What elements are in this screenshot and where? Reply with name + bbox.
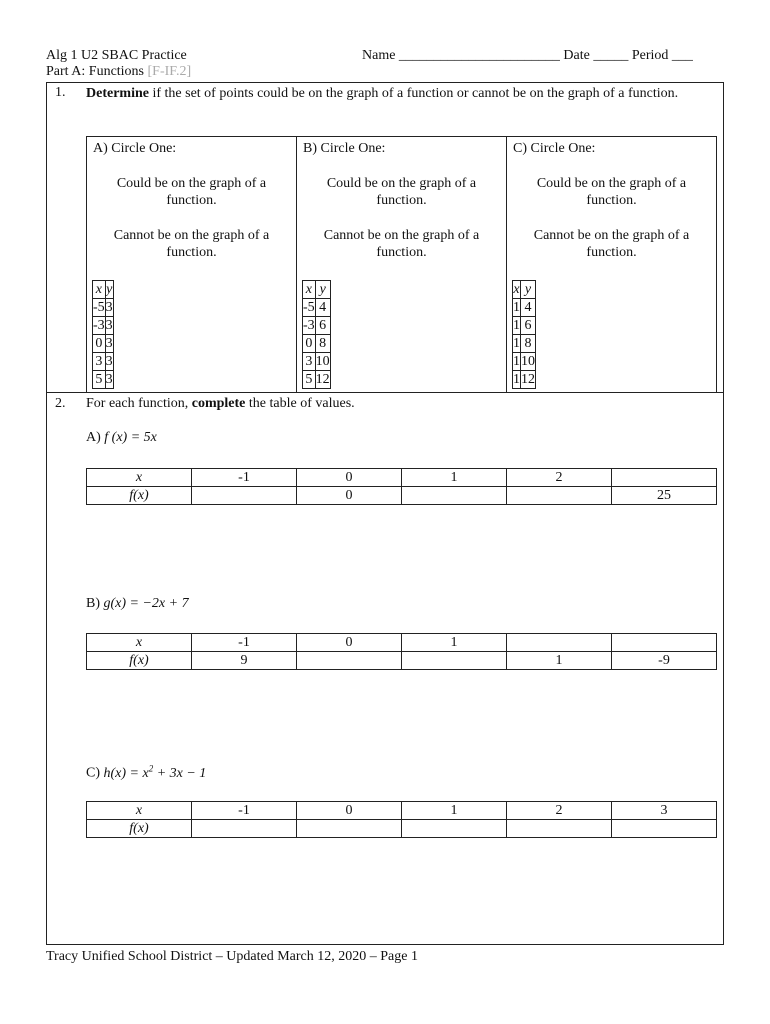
table-header-row — [93, 281, 114, 299]
table-cell: x — [303, 281, 316, 299]
table-row — [513, 335, 536, 353]
table-cell: 1 — [402, 802, 507, 820]
table-cell[interactable] — [507, 487, 612, 505]
table-cell: 1 — [513, 354, 520, 369]
q1-options-grid — [86, 136, 717, 392]
table-row — [87, 634, 717, 652]
circle-one-label: C) Circle One: — [513, 141, 596, 156]
table-cell: -3 — [93, 318, 105, 333]
header-left — [46, 48, 191, 80]
table-cell: 1 — [513, 318, 520, 333]
table-cell: 0 — [93, 335, 106, 353]
table-cell: 4 — [521, 299, 536, 317]
table-row — [303, 335, 331, 353]
table-cell[interactable] — [402, 820, 507, 838]
table-header-row — [513, 281, 536, 299]
table-cell: 1 — [402, 469, 507, 487]
table-cell: 3 — [105, 372, 113, 387]
table-row — [93, 335, 114, 353]
table-row — [87, 652, 717, 670]
table-cell: 2 — [507, 469, 612, 487]
table-cell: x — [87, 469, 192, 487]
table-cell: f(x) — [87, 652, 192, 670]
table-cell[interactable] — [192, 820, 297, 838]
table-cell[interactable] — [507, 634, 612, 652]
table-row — [93, 371, 114, 389]
table-row — [93, 299, 114, 317]
table-cell: 9 — [192, 652, 297, 670]
q1-cell-a — [87, 137, 297, 392]
table-row — [513, 353, 536, 371]
table-cell: 10 — [521, 354, 535, 369]
option-could[interactable]: Could be on the graph of a function. — [326, 176, 477, 208]
option-could[interactable]: Could be on the graph of a function. — [116, 176, 267, 208]
option-could[interactable]: Could be on the graph of a function. — [536, 176, 687, 208]
table-cell: 0 — [297, 634, 402, 652]
table-cell[interactable] — [402, 487, 507, 505]
table-cell: y — [106, 282, 113, 297]
table-row — [87, 820, 717, 838]
table-cell: 4 — [315, 299, 330, 317]
values-table-c — [86, 801, 717, 838]
table-cell: 5 — [93, 371, 106, 389]
table-cell: -1 — [192, 634, 297, 652]
table-cell: y — [521, 281, 536, 299]
part-title: Part A: Functions [F-IF.2] — [46, 64, 192, 79]
table-cell: 10 — [315, 354, 330, 369]
table-cell[interactable] — [297, 652, 402, 670]
table-row — [87, 487, 717, 505]
table-cell: -5 — [93, 300, 105, 315]
table-cell[interactable] — [507, 820, 612, 838]
table-cell: -9 — [612, 652, 717, 670]
table-cell: 3 — [105, 318, 113, 333]
table-cell: 6 — [315, 317, 330, 335]
q2-number: 2. — [55, 396, 66, 411]
page-footer: Tracy Unified School District – Updated March 12, 2020 – Page 1 — [46, 949, 418, 964]
table-row — [513, 371, 536, 389]
function-b-label: B) g(x) = −2x + 7 — [86, 596, 189, 611]
option-cannot[interactable]: Cannot be on the graph of a function. — [533, 228, 690, 260]
q1-cell-b — [297, 137, 507, 392]
table-cell: 5 — [303, 371, 316, 389]
points-table-b — [302, 280, 331, 389]
table-cell: 3 — [93, 353, 106, 371]
option-cannot[interactable]: Cannot be on the graph of a function. — [113, 228, 270, 260]
table-row — [303, 299, 331, 317]
table-row — [303, 317, 331, 335]
table-cell: -3 — [303, 318, 315, 333]
table-cell: 8 — [521, 335, 536, 353]
table-cell: 3 — [303, 353, 316, 371]
table-cell: -5 — [303, 300, 315, 315]
table-row — [303, 353, 331, 371]
table-row — [87, 802, 717, 820]
table-cell: 1 — [513, 372, 520, 387]
table-cell: f(x) — [87, 487, 192, 505]
divider — [46, 392, 724, 393]
table-cell: 0 — [303, 335, 316, 353]
q1-prompt: Determine if the set of points could be on the graph of a function or cannot be on the graph of a function. — [86, 86, 679, 101]
table-cell: 0 — [297, 802, 402, 820]
values-table-a — [86, 468, 717, 505]
course-title: Alg 1 U2 SBAC Practice — [46, 48, 187, 63]
table-cell: 2 — [507, 802, 612, 820]
name-date-period: Name _______________________ Date _____ Period ___ — [362, 48, 693, 63]
table-cell: 1 — [507, 652, 612, 670]
table-cell[interactable] — [402, 652, 507, 670]
table-cell: x — [87, 634, 192, 652]
table-cell: y — [315, 281, 330, 299]
table-cell: 12 — [315, 372, 330, 387]
table-cell[interactable] — [612, 469, 717, 487]
table-header-row — [303, 281, 331, 299]
table-cell: 8 — [315, 335, 330, 353]
table-row — [513, 317, 536, 335]
table-row — [513, 299, 536, 317]
table-cell: 0 — [297, 487, 402, 505]
table-cell: x — [513, 282, 520, 297]
table-cell: 0 — [297, 469, 402, 487]
function-a-label: A) f (x) = 5x — [86, 430, 157, 445]
table-cell: 3 — [612, 802, 717, 820]
table-cell[interactable] — [612, 820, 717, 838]
circle-one-label: A) Circle One: — [93, 141, 177, 156]
table-row — [303, 371, 331, 389]
table-cell: 25 — [612, 487, 717, 505]
table-cell[interactable] — [612, 634, 717, 652]
table-cell: 1 — [402, 634, 507, 652]
circle-one-label: B) Circle One: — [303, 141, 386, 156]
table-cell: 12 — [521, 372, 535, 387]
table-cell[interactable] — [297, 820, 402, 838]
table-cell: -1 — [192, 802, 297, 820]
q1-number: 1. — [55, 85, 66, 100]
table-cell: f(x) — [87, 820, 192, 838]
points-table-c — [512, 280, 536, 389]
option-cannot[interactable]: Cannot be on the graph of a function. — [323, 228, 480, 260]
table-row — [87, 469, 717, 487]
table-cell: 3 — [105, 354, 113, 369]
table-cell: x — [87, 802, 192, 820]
function-c-label: C) $h(x) = x^2 + 3x - 1$ — [86, 763, 207, 781]
table-cell: 3 — [105, 336, 113, 351]
table-cell: -1 — [192, 469, 297, 487]
points-table-a — [92, 280, 114, 389]
standard-code: [F-IF.2] — [147, 64, 192, 79]
table-cell: 1 — [513, 336, 520, 351]
q1-cell-c — [507, 137, 716, 392]
table-cell: x — [93, 281, 106, 299]
table-cell: 3 — [105, 300, 113, 315]
table-cell: 6 — [521, 317, 536, 335]
q2-prompt: For each function, complete the table of values. — [86, 396, 355, 411]
table-cell[interactable] — [192, 487, 297, 505]
table-row — [93, 317, 114, 335]
table-row — [93, 353, 114, 371]
table-cell: 1 — [513, 300, 520, 315]
values-table-b — [86, 633, 717, 670]
